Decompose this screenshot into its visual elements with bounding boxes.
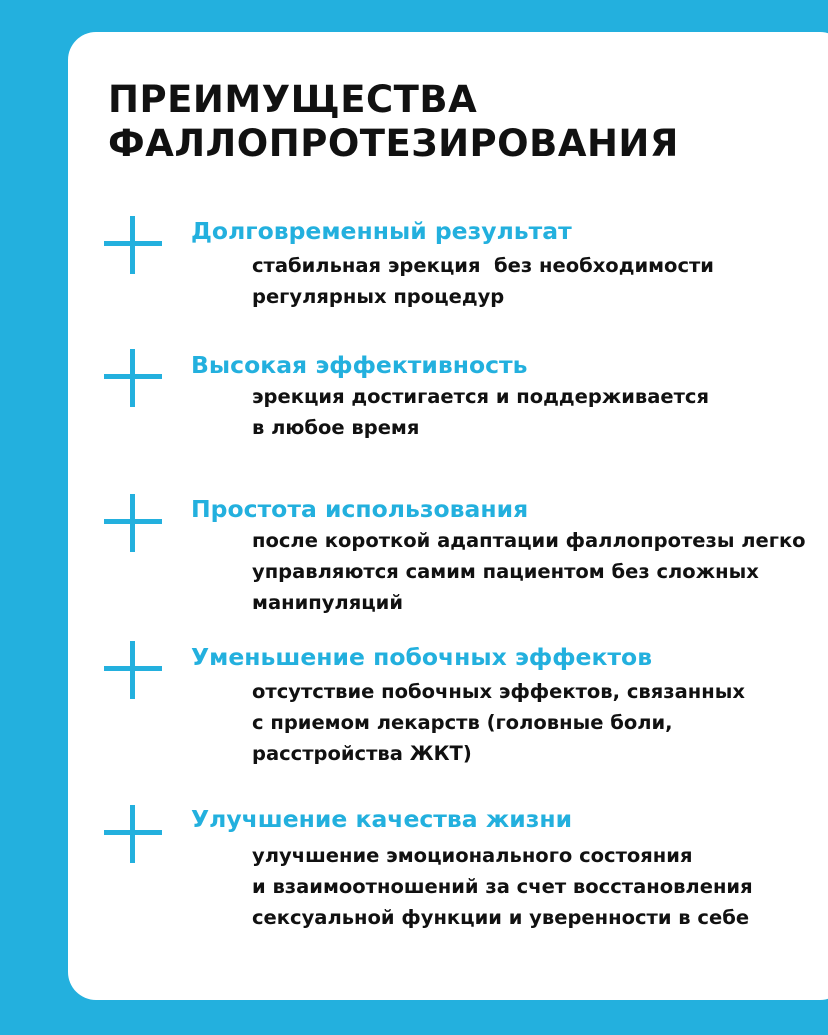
plus-icon [104,805,162,863]
benefit-heading: Уменьшение побочных эффектов [191,643,653,671]
benefit-heading: Простота использования [191,495,529,523]
benefit-description [252,676,745,769]
benefit-heading: Долговременный результат [191,217,572,245]
description-line: и взаимоотношений за счет восстановления [252,875,753,898]
plus-icon [104,216,162,274]
description-line: улучшение эмоционального состояния [252,844,693,867]
description-line: управляются самим пациентом без сложных [252,560,759,583]
title-line-1: ПРЕИМУЩЕСТВА [108,78,478,121]
description-line: отсутствие побочных эффектов, связанных [252,680,745,703]
title-line-2: ФАЛЛОПРОТЕЗИРОВАНИЯ [108,122,679,165]
benefit-description [252,250,714,312]
description-line: сексуальной функции и уверенности в себе [252,906,750,929]
description-line: в любое время [252,416,420,439]
description-line: расстройства ЖКТ) [252,742,472,765]
description-line: с приемом лекарств (головные боли, [252,711,673,734]
benefit-description [252,840,753,933]
description-line: манипуляций [252,591,404,614]
benefit-heading: Улучшение качества жизни [191,805,573,833]
benefit-heading: Высокая эффективность [191,351,528,379]
plus-icon [104,349,162,407]
plus-icon [104,641,162,699]
description-line: регулярных процедур [252,285,505,308]
description-line: после короткой адаптации фаллопротезы легко [252,529,806,552]
plus-icon [104,494,162,552]
benefit-description [252,525,806,618]
description-line: эрекция достигается и поддерживается [252,385,709,408]
benefit-description [252,381,709,443]
page-title [108,78,679,166]
description-line: стабильная эрекция без необходимости [252,254,714,277]
